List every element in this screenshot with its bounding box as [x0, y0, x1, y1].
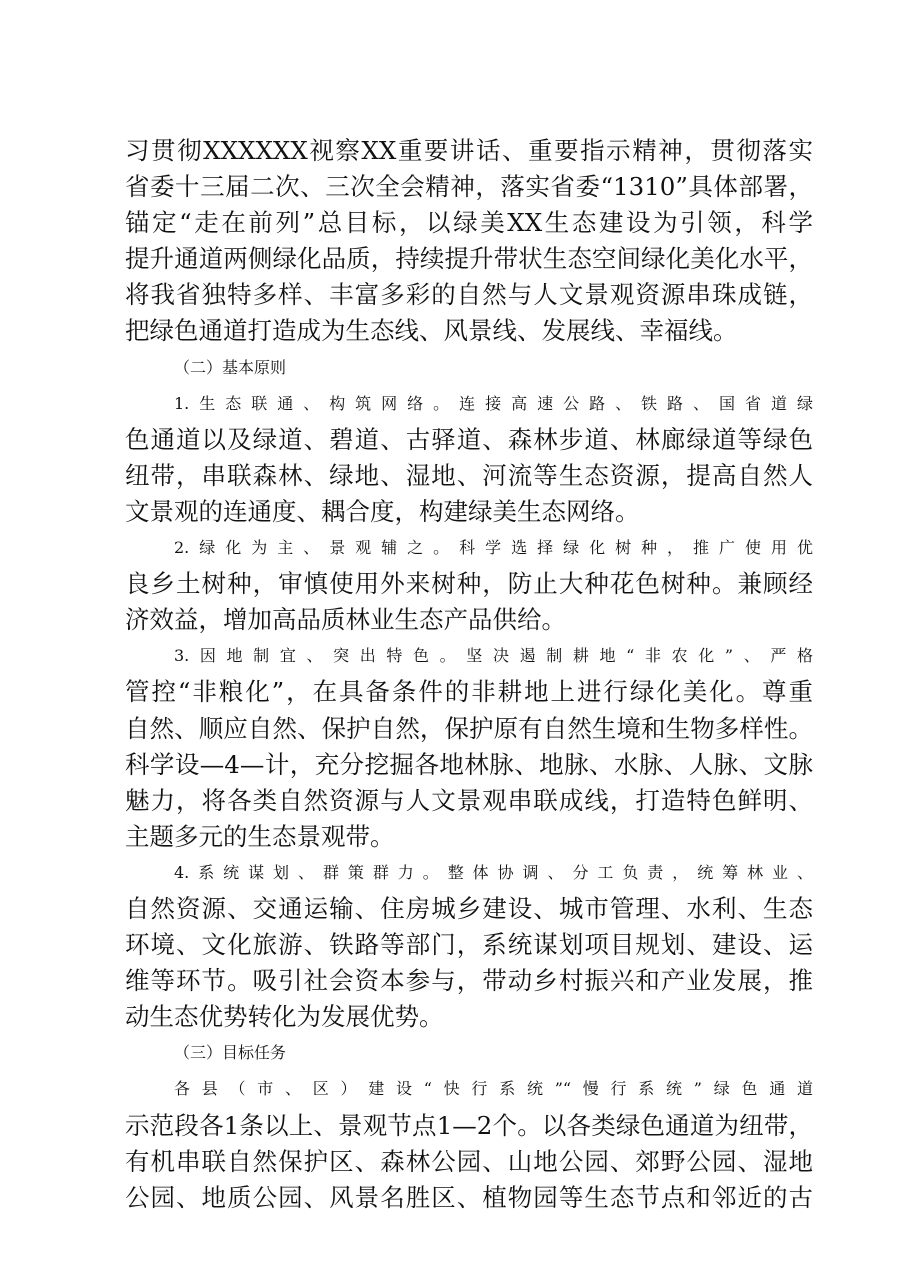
text-line: 把绿色通道打造成为生态线、风景线、发展线、幸福线。: [125, 316, 738, 346]
text-line: 提升通道两侧绿化品质，持续提升带状生态空间绿化美化水平，: [125, 244, 813, 274]
text-line: 自然资源、交通运输、住房城乡建设、城市管理、水利、生态: [125, 893, 813, 923]
paragraph-first-line: 4.系统谋划、群策群力。整体协调、分工负责，统筹林业、: [174, 862, 813, 882]
text-line: 公园、地质公园、风景名胜区、植物园等生态节点和邻近的古: [125, 1182, 813, 1212]
text-line: 示范段各1条以上、景观节点1—2个。以各类绿色通道为纽带，: [125, 1110, 813, 1140]
paragraph-first-line: （三）目标任务: [174, 1043, 287, 1063]
text-line: 济效益，增加高品质林业生态产品供给。: [125, 605, 566, 635]
text-line: 良乡土树种，审慎使用外来树种，防止大种花色树种。兼顾经: [125, 569, 813, 599]
text-line: 维等环节。吸引社会资本参与，带动乡村振兴和产业发展，推: [125, 966, 813, 996]
text-line: 管控“非粮化”，在具备条件的非耕地上进行绿化美化。尊重: [125, 677, 813, 707]
text-line: 动生态优势转化为发展优势。: [125, 1002, 444, 1032]
text-line: 锚定“走在前列”总目标，以绿美XX生态建设为引领，科学: [125, 208, 813, 238]
paragraph-first-line: 1.生态联通、构筑网络。连接高速公路、铁路、国省道绿: [174, 393, 813, 413]
paragraph-first-line: 2.绿化为主、景观辅之。科学选择绿化树种，推广使用优: [174, 538, 813, 558]
text-line: 习贯彻XXXXXX视察XX重要讲话、重要指示精神，贯彻落实: [125, 136, 813, 165]
paragraph-first-line: （二）基本原则: [174, 357, 287, 377]
text-line: 纽带，串联森林、绿地、湿地、河流等生态资源，提高自然人: [125, 460, 813, 490]
paragraph-first-line: 3.因地制宜、突出特色。坚决遏制耕地“非农化”、严格: [174, 646, 813, 666]
text-line: 文景观的连通度、耦合度，构建绿美生态网络。: [125, 496, 640, 526]
document-body: [125, 133, 813, 1216]
text-line: 自然、顺应自然、保护自然，保护原有自然生境和生物多样性。: [125, 713, 813, 743]
text-line: 环境、文化旅游、铁路等部门，系统谋划项目规划、建设、运: [125, 930, 813, 960]
text-line: 将我省独特多样、丰富多彩的自然与人文景观资源串珠成链，: [125, 280, 813, 310]
text-line: 省委十三届二次、三次全会精神，落实省委“1310”具体部署，: [125, 172, 813, 202]
text-line: 色通道以及绿道、碧道、古驿道、森林步道、林廊绿道等绿色: [125, 424, 813, 454]
text-line: 魅力，将各类自然资源与人文景观串联成线，打造特色鲜明、: [125, 785, 813, 815]
text-line: 主题多元的生态景观带。: [125, 821, 395, 851]
paragraph-first-line: 各县（市、区）建设“快行系统”“慢行系统”绿色通道: [174, 1079, 813, 1099]
text-line: 有机串联自然保护区、森林公园、山地公园、郊野公园、湿地: [125, 1146, 813, 1176]
text-line: 科学设—4—计，充分挖掘各地林脉、地脉、水脉、人脉、文脉: [125, 749, 813, 779]
